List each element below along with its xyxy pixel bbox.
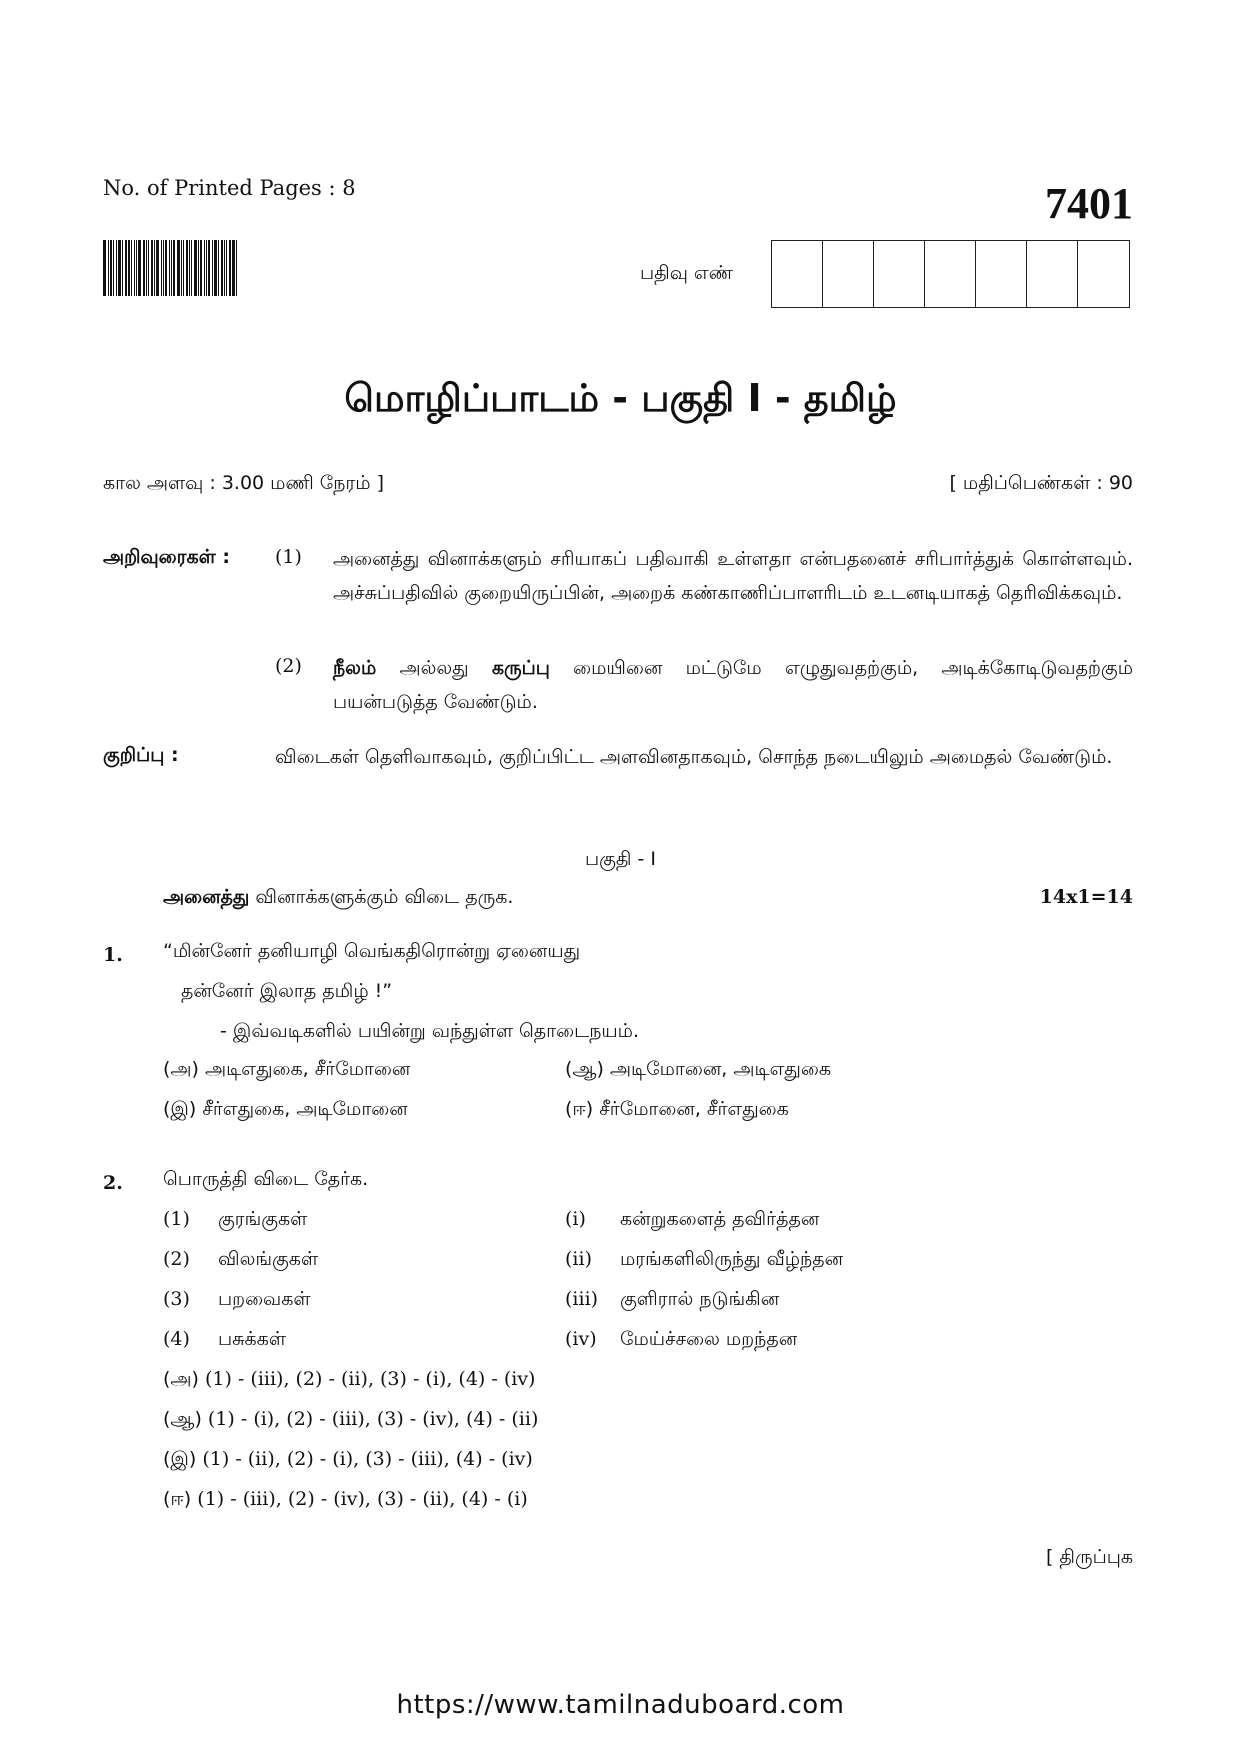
barcode-bar bbox=[108, 240, 109, 296]
match-left-number: (3) bbox=[163, 1288, 190, 1310]
question-line: - இவ்வடிகளில் பயின்று வந்துள்ள தொடைநயம். bbox=[220, 1020, 640, 1042]
section-instruction-bold: அனைத்து bbox=[163, 886, 250, 908]
option-row bbox=[163, 1488, 528, 1513]
option-label: (இ) bbox=[163, 1448, 197, 1470]
option-text: அடிஎதுகை, சீர்மோனை bbox=[205, 1058, 411, 1080]
barcode-bar bbox=[183, 240, 184, 296]
barcode-bar bbox=[224, 240, 225, 296]
option-row bbox=[163, 1448, 533, 1473]
barcode-bar bbox=[154, 240, 155, 296]
option-row bbox=[163, 1098, 408, 1123]
instructions-heading: அறிவுரைகள் : bbox=[103, 546, 230, 568]
match-right-number: (i) bbox=[565, 1208, 586, 1230]
match-right-item: கன்றுகளைத் தவிர்த்தன bbox=[620, 1208, 820, 1230]
match-left-number: (1) bbox=[163, 1208, 190, 1230]
ink-color-black: கருப்பு bbox=[491, 657, 550, 679]
option-text: (1) - (i), (2) - (iii), (3) - (iv), (4) - (ii) bbox=[207, 1408, 539, 1430]
option-label: (ஈ) bbox=[163, 1488, 192, 1510]
section-marks: 14x1=14 bbox=[1039, 886, 1133, 908]
barcode-bar bbox=[156, 240, 159, 296]
instruction-connector: அல்லது bbox=[376, 657, 492, 679]
barcode-bar bbox=[214, 240, 217, 296]
barcode-bar bbox=[136, 240, 137, 296]
question-line: “மின்னேர் தனியாழி வெங்கதிரொன்று ஏனையது bbox=[163, 940, 581, 962]
section-instruction bbox=[163, 886, 513, 911]
match-left-item: பசுக்கள் bbox=[218, 1328, 286, 1350]
option-text: (1) - (ii), (2) - (i), (3) - (iii), (4) - (iv) bbox=[202, 1448, 533, 1470]
barcode-bar bbox=[173, 240, 175, 296]
barcode-bar bbox=[194, 240, 197, 296]
option-text: (1) - (iii), (2) - (iv), (3) - (ii), (4) - (i) bbox=[197, 1488, 528, 1510]
option-text: அடிமோனை, அடிஎதுகை bbox=[609, 1058, 832, 1080]
register-digit-box[interactable] bbox=[1078, 241, 1129, 307]
register-digit-box[interactable] bbox=[823, 241, 874, 307]
register-digit-box[interactable] bbox=[772, 241, 823, 307]
instruction-text: அனைத்து வினாக்களும் சரியாகப் பதிவாகி உள்ளதா என்பதனைச் சரிபார்த்துக் கொள்ளவும். அச்சுப்பதிவில் குறையிருப்பின், அறைக் கண்காணிப்பாளரிடம் உடனடியாகத் தெரிவிக்கவும். bbox=[333, 548, 1133, 604]
option-row bbox=[163, 1408, 538, 1433]
register-digit-box[interactable] bbox=[1027, 241, 1078, 307]
barcode-bar bbox=[151, 240, 153, 296]
footer-url[interactable]: https://www.tamilnaduboard.com bbox=[396, 1690, 845, 1720]
barcode-bar bbox=[113, 240, 114, 296]
barcode-bar bbox=[110, 240, 112, 296]
option-label: (ஆ) bbox=[163, 1408, 202, 1430]
option-label: (இ) bbox=[163, 1098, 197, 1120]
barcode-bar bbox=[161, 240, 162, 296]
barcode-bar bbox=[177, 240, 180, 296]
register-digit-box[interactable] bbox=[874, 241, 925, 307]
option-label: (அ) bbox=[163, 1058, 199, 1080]
section-instruction-text: வினாக்களுக்கும் விடை தருக. bbox=[249, 886, 514, 908]
barcode-bar bbox=[189, 240, 190, 296]
option-text: (1) - (iii), (2) - (ii), (3) - (i), (4) - (iv) bbox=[205, 1368, 536, 1390]
question-line: தன்னேர் இலாத தமிழ் !” bbox=[181, 980, 393, 1002]
note-heading: குறிப்பு : bbox=[103, 744, 179, 766]
match-right-number: (iii) bbox=[565, 1288, 599, 1310]
barcode-bar bbox=[165, 240, 167, 296]
barcode-bar bbox=[200, 240, 202, 296]
ink-color-blue: நீலம் bbox=[333, 657, 377, 679]
instruction-number: (1) bbox=[275, 546, 302, 568]
duration: கால அளவு : 3.00 மணி நேரம் ] bbox=[103, 472, 384, 494]
option-text: சீர்எதுகை, அடிமோனை bbox=[202, 1098, 408, 1120]
instruction-text bbox=[333, 651, 1133, 719]
barcode-bar bbox=[103, 240, 106, 296]
barcode-bar bbox=[186, 240, 188, 296]
match-left-number: (4) bbox=[163, 1328, 190, 1350]
paper-code: 7401 bbox=[1045, 179, 1133, 228]
question-number: 2. bbox=[103, 1172, 123, 1194]
match-right-number: (ii) bbox=[565, 1248, 592, 1270]
barcode-bar bbox=[131, 240, 132, 296]
barcode-bar bbox=[191, 240, 192, 296]
barcode-bar bbox=[118, 240, 121, 296]
turn-over-note: [ திருப்புக bbox=[1045, 1546, 1133, 1568]
barcode-bar bbox=[116, 240, 117, 296]
section-title: பகுதி - I bbox=[584, 848, 657, 870]
barcode-bar bbox=[163, 240, 164, 296]
option-text: சீர்மோனை, சீர்எதுகை bbox=[599, 1098, 789, 1120]
barcode-bar bbox=[146, 240, 147, 296]
barcode-image bbox=[103, 240, 269, 296]
register-digit-box[interactable] bbox=[976, 241, 1027, 307]
match-left-item: விலங்குகள் bbox=[218, 1248, 319, 1270]
match-right-number: (iv) bbox=[565, 1328, 597, 1350]
barcode-bar bbox=[181, 240, 182, 296]
match-right-item: குளிரால் நடுங்கின bbox=[620, 1288, 780, 1310]
option-row bbox=[565, 1098, 789, 1123]
match-left-number: (2) bbox=[163, 1248, 190, 1270]
option-label: (ஆ) bbox=[565, 1058, 604, 1080]
barcode-bar bbox=[204, 240, 205, 296]
printed-pages-count: No. of Printed Pages : 8 bbox=[103, 176, 356, 200]
option-label: (ஈ) bbox=[565, 1098, 594, 1120]
barcode-bar bbox=[134, 240, 135, 296]
barcode-bar bbox=[208, 240, 210, 296]
option-row bbox=[565, 1058, 831, 1083]
match-right-item: மேய்ச்சலை மறந்தன bbox=[620, 1328, 798, 1350]
question-text: பொருத்தி விடை தேர்க. bbox=[163, 1168, 369, 1190]
barcode-bar bbox=[221, 240, 223, 296]
barcode-bar bbox=[171, 240, 172, 296]
barcode-bar bbox=[148, 240, 149, 296]
register-digit-box[interactable] bbox=[925, 241, 976, 307]
barcode-bar bbox=[143, 240, 145, 296]
register-number-label: பதிவு எண் bbox=[640, 262, 733, 284]
option-row bbox=[163, 1368, 535, 1393]
barcode-bar bbox=[169, 240, 170, 296]
barcode-bar bbox=[206, 240, 207, 296]
option-label: (அ) bbox=[163, 1368, 199, 1390]
question-number: 1. bbox=[103, 944, 123, 966]
register-number-boxes[interactable] bbox=[771, 240, 1130, 308]
barcode-bar bbox=[128, 240, 130, 296]
match-right-item: மரங்களிலிருந்து வீழ்ந்தன bbox=[620, 1248, 844, 1270]
barcode-bar bbox=[138, 240, 141, 296]
barcode-bar bbox=[229, 240, 231, 296]
instruction-rest: மையினை மட்டுமே எழுதுவதற்கும், அடிக்கோடிடுவதற்கும் பயன்படுத்த வேண்டும். bbox=[333, 657, 1133, 713]
barcode-bar bbox=[125, 240, 127, 296]
instruction-number: (2) bbox=[275, 655, 302, 677]
barcode-bar bbox=[226, 240, 227, 296]
barcode-bar bbox=[198, 240, 199, 296]
barcode-bar bbox=[122, 240, 123, 296]
page-title: மொழிப்பாடம் - பகுதி I - தமிழ் bbox=[344, 376, 897, 420]
match-left-item: பறவைகள் bbox=[218, 1288, 311, 1310]
barcode-bar bbox=[212, 240, 213, 296]
barcode-bar bbox=[232, 240, 235, 296]
barcode-bar bbox=[236, 240, 237, 296]
barcode-bar bbox=[218, 240, 219, 296]
option-row bbox=[163, 1058, 410, 1083]
max-marks: [ மதிப்பெண்கள் : 90 bbox=[949, 472, 1133, 494]
note-text: விடைகள் தெளிவாகவும், குறிப்பிட்ட அளவினதாகவும், சொந்த நடையிலும் அமைதல் வேண்டும். bbox=[275, 746, 1113, 768]
match-left-item: குரங்குகள் bbox=[218, 1208, 308, 1230]
